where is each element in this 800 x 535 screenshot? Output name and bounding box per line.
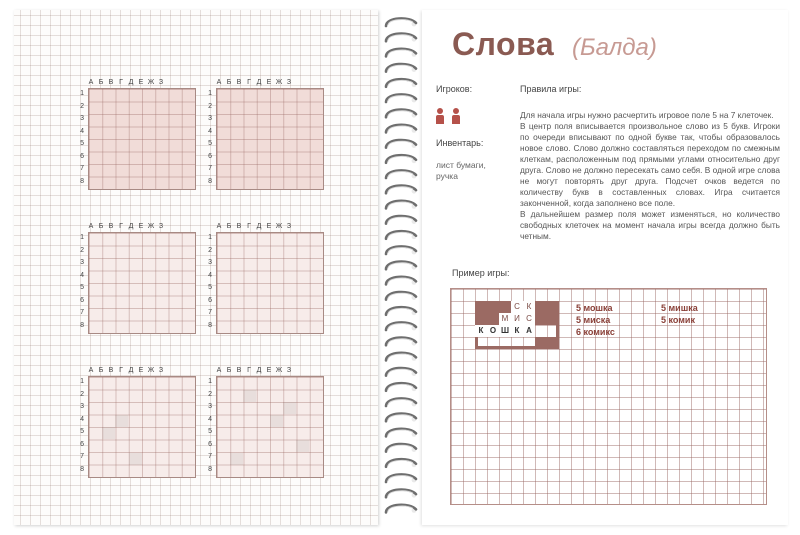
- grid-column-letters: [86, 78, 196, 88]
- column-letter: Г: [247, 223, 251, 230]
- grid-column-letters: [86, 222, 196, 232]
- left-page: [14, 10, 378, 525]
- column-letter: Б: [226, 223, 232, 230]
- score-grid: [76, 367, 196, 484]
- letter-cell: С: [511, 301, 523, 313]
- row-number: 8: [208, 177, 212, 185]
- column-letter: В: [236, 367, 242, 374]
- column-letter: Ж: [147, 223, 155, 230]
- rules-label: Правила игры:: [520, 84, 582, 94]
- column-letter: А: [88, 79, 94, 86]
- column-letter: Д: [256, 367, 262, 374]
- word-entry: 5 миска: [576, 315, 611, 325]
- grid-column-letters: [214, 366, 324, 376]
- column-letter: Е: [138, 367, 144, 374]
- person-icon: [436, 108, 444, 124]
- row-number: 6: [80, 152, 84, 160]
- column-letter: З: [286, 223, 292, 230]
- row-number: 7: [80, 165, 84, 172]
- row-number: 4: [208, 415, 212, 423]
- column-letter: А: [88, 367, 94, 374]
- players-label: Игроков:: [436, 84, 473, 94]
- grid-field: [88, 376, 196, 478]
- row-number: 5: [208, 140, 212, 147]
- row-number: 5: [80, 428, 84, 435]
- column-letter: В: [236, 79, 242, 86]
- smudge: [243, 390, 256, 402]
- grid-field: [216, 88, 324, 190]
- row-number: 7: [80, 309, 84, 316]
- filled-cell: [475, 301, 511, 313]
- rules-paragraph: В дальнейшем размер поля может изменяться, но количество свободных клеточек на момент начала игры всегда должно быть четным.: [520, 209, 780, 241]
- page-title: Слова: [452, 26, 555, 62]
- column-letter: З: [158, 223, 164, 230]
- column-letter: Е: [266, 223, 272, 230]
- right-page: [422, 10, 788, 525]
- row-number: 6: [80, 440, 84, 448]
- column-letter: Ж: [275, 223, 283, 230]
- row-number: 5: [208, 428, 212, 435]
- column-letter: Б: [98, 223, 104, 230]
- grid-row-numbers: [204, 88, 214, 188]
- inventory-value: лист бумаги, ручка: [436, 160, 486, 181]
- column-letter: Д: [256, 223, 262, 230]
- column-letter: Е: [266, 367, 272, 374]
- row-number: 2: [80, 102, 84, 110]
- row-number: 6: [208, 440, 212, 448]
- column-letter: В: [108, 367, 114, 374]
- grid-column-letters: [214, 78, 324, 88]
- row-number: 3: [80, 115, 84, 122]
- score-grid: [76, 79, 196, 196]
- column-letter: Б: [226, 79, 232, 86]
- row-number: 8: [80, 465, 84, 473]
- column-letter: В: [108, 223, 114, 230]
- row-number: 7: [80, 453, 84, 460]
- row-number: 5: [208, 284, 212, 291]
- grid-row-numbers: [76, 88, 86, 188]
- column-letter: Ж: [147, 367, 155, 374]
- letter-cell: А: [523, 325, 535, 337]
- column-letter: А: [216, 367, 222, 374]
- column-letter: Г: [247, 79, 251, 86]
- row-number: 8: [80, 321, 84, 329]
- row-number: 6: [208, 296, 212, 304]
- letter-cell: К: [523, 301, 535, 313]
- smudge: [102, 427, 115, 439]
- row-number: 4: [80, 271, 84, 279]
- row-number: 8: [208, 465, 212, 473]
- row-number: 2: [80, 246, 84, 254]
- column-letter: Д: [256, 79, 262, 86]
- column-letter: Г: [247, 367, 251, 374]
- column-letter: Б: [98, 367, 104, 374]
- row-number: 5: [80, 284, 84, 291]
- filled-cell: [475, 313, 499, 325]
- word-list-1: [576, 303, 615, 339]
- grid-row-numbers: [76, 376, 86, 476]
- grid-column-letters: [86, 366, 196, 376]
- column-letter: В: [236, 223, 242, 230]
- column-letter: Е: [138, 223, 144, 230]
- column-letter: Д: [128, 223, 134, 230]
- row-number: 1: [208, 90, 212, 97]
- grid-field: [88, 232, 196, 334]
- page-subtitle: (Балда): [572, 34, 657, 61]
- smudge: [230, 453, 243, 465]
- column-letter: Е: [266, 79, 272, 86]
- row-number: 8: [208, 321, 212, 329]
- smudge: [270, 415, 283, 427]
- grid-column-letters: [214, 222, 324, 232]
- row-number: 3: [80, 403, 84, 410]
- filled-cell: [535, 301, 559, 313]
- column-letter: Г: [119, 79, 123, 86]
- word-list-2: [661, 303, 698, 327]
- row-number: 2: [208, 102, 212, 110]
- column-letter: З: [158, 367, 164, 374]
- letter-cell: С: [523, 313, 535, 325]
- word-entry: 5 мишка: [661, 303, 698, 313]
- column-letter: Д: [128, 367, 134, 374]
- row-number: 8: [80, 177, 84, 185]
- players-icons: [436, 108, 460, 124]
- column-letter: Д: [128, 79, 134, 86]
- spiral-binding: [380, 10, 420, 525]
- person-icon: [452, 108, 460, 124]
- column-letter: Ж: [275, 367, 283, 374]
- row-number: 5: [80, 140, 84, 147]
- row-number: 2: [208, 390, 212, 398]
- row-number: 4: [80, 127, 84, 135]
- letter-cell: О: [487, 325, 499, 337]
- row-number: 7: [208, 453, 212, 460]
- row-number: 4: [80, 415, 84, 423]
- example-label: Пример игры:: [452, 268, 510, 278]
- score-grid: [204, 223, 324, 340]
- word-entry: 5 комик: [661, 315, 695, 325]
- column-letter: З: [158, 79, 164, 86]
- grid-row-numbers: [204, 376, 214, 476]
- row-number: 1: [80, 378, 84, 385]
- score-grid: [76, 223, 196, 340]
- row-number: 3: [208, 115, 212, 122]
- column-letter: Е: [138, 79, 144, 86]
- row-number: 1: [80, 90, 84, 97]
- row-number: 7: [208, 309, 212, 316]
- smudge: [129, 453, 142, 465]
- letter-cell: К: [475, 325, 487, 337]
- filled-cell: [535, 313, 559, 325]
- row-number: 1: [80, 234, 84, 241]
- row-number: 6: [208, 152, 212, 160]
- column-letter: Б: [98, 79, 104, 86]
- letter-cell: И: [511, 313, 523, 325]
- word-entry: 5 мошка: [576, 303, 613, 313]
- row-number: 4: [208, 127, 212, 135]
- filled-cell: [535, 337, 559, 349]
- letter-cell: Ш: [500, 326, 510, 335]
- grid-field: [88, 88, 196, 190]
- word-entry: 6 комикс: [576, 327, 615, 337]
- column-letter: Б: [226, 367, 232, 374]
- rules-text: [520, 110, 780, 242]
- row-number: 1: [208, 234, 212, 241]
- smudge: [283, 402, 296, 414]
- row-number: 3: [208, 259, 212, 266]
- score-grid: [204, 367, 324, 484]
- column-letter: В: [108, 79, 114, 86]
- column-letter: Ж: [147, 79, 155, 86]
- row-number: 1: [208, 378, 212, 385]
- row-number: 6: [80, 296, 84, 304]
- row-number: 2: [80, 390, 84, 398]
- row-number: 4: [208, 271, 212, 279]
- row-number: 7: [208, 165, 212, 172]
- grid-field: [216, 376, 324, 478]
- row-number: 3: [80, 259, 84, 266]
- row-number: 3: [208, 403, 212, 410]
- rules-paragraph: Для начала игры нужно расчертить игровое поле 5 на 7 клеточек.: [520, 110, 774, 120]
- rules-paragraph: В центр поля вписывается произвольное слово из 5 букв. Игроки по очереди вписывают по одной букве так, чтобы образовалось новое слово. Слово должно составляться переходом по смежным клеткам, расположенным под прямыми углами относительно друг друга. Слово не должно пересекать само себя. В одной игре слова не могут повторять друг друга. Подсчет очков ведется по количеству букв в составленных словах. Игра считается законченной, когда заполнено все поле.: [520, 121, 780, 208]
- smudge: [296, 440, 309, 452]
- grid-row-numbers: [76, 232, 86, 332]
- column-letter: А: [216, 79, 222, 86]
- score-grid: [204, 79, 324, 196]
- row-number: 2: [208, 246, 212, 254]
- column-letter: Г: [119, 223, 123, 230]
- inventory-label: Инвентарь:: [436, 138, 484, 148]
- grid-row-numbers: [204, 232, 214, 332]
- column-letter: З: [286, 79, 292, 86]
- column-letter: Г: [119, 367, 123, 374]
- smudge: [115, 415, 128, 427]
- letter-cell: К: [511, 325, 523, 337]
- column-letter: З: [286, 367, 292, 374]
- column-letter: Ж: [275, 79, 283, 86]
- example-grid: [450, 288, 767, 505]
- letter-cell: М: [499, 313, 511, 325]
- column-letter: А: [88, 223, 94, 230]
- grid-field: [216, 232, 324, 334]
- column-letter: А: [216, 223, 222, 230]
